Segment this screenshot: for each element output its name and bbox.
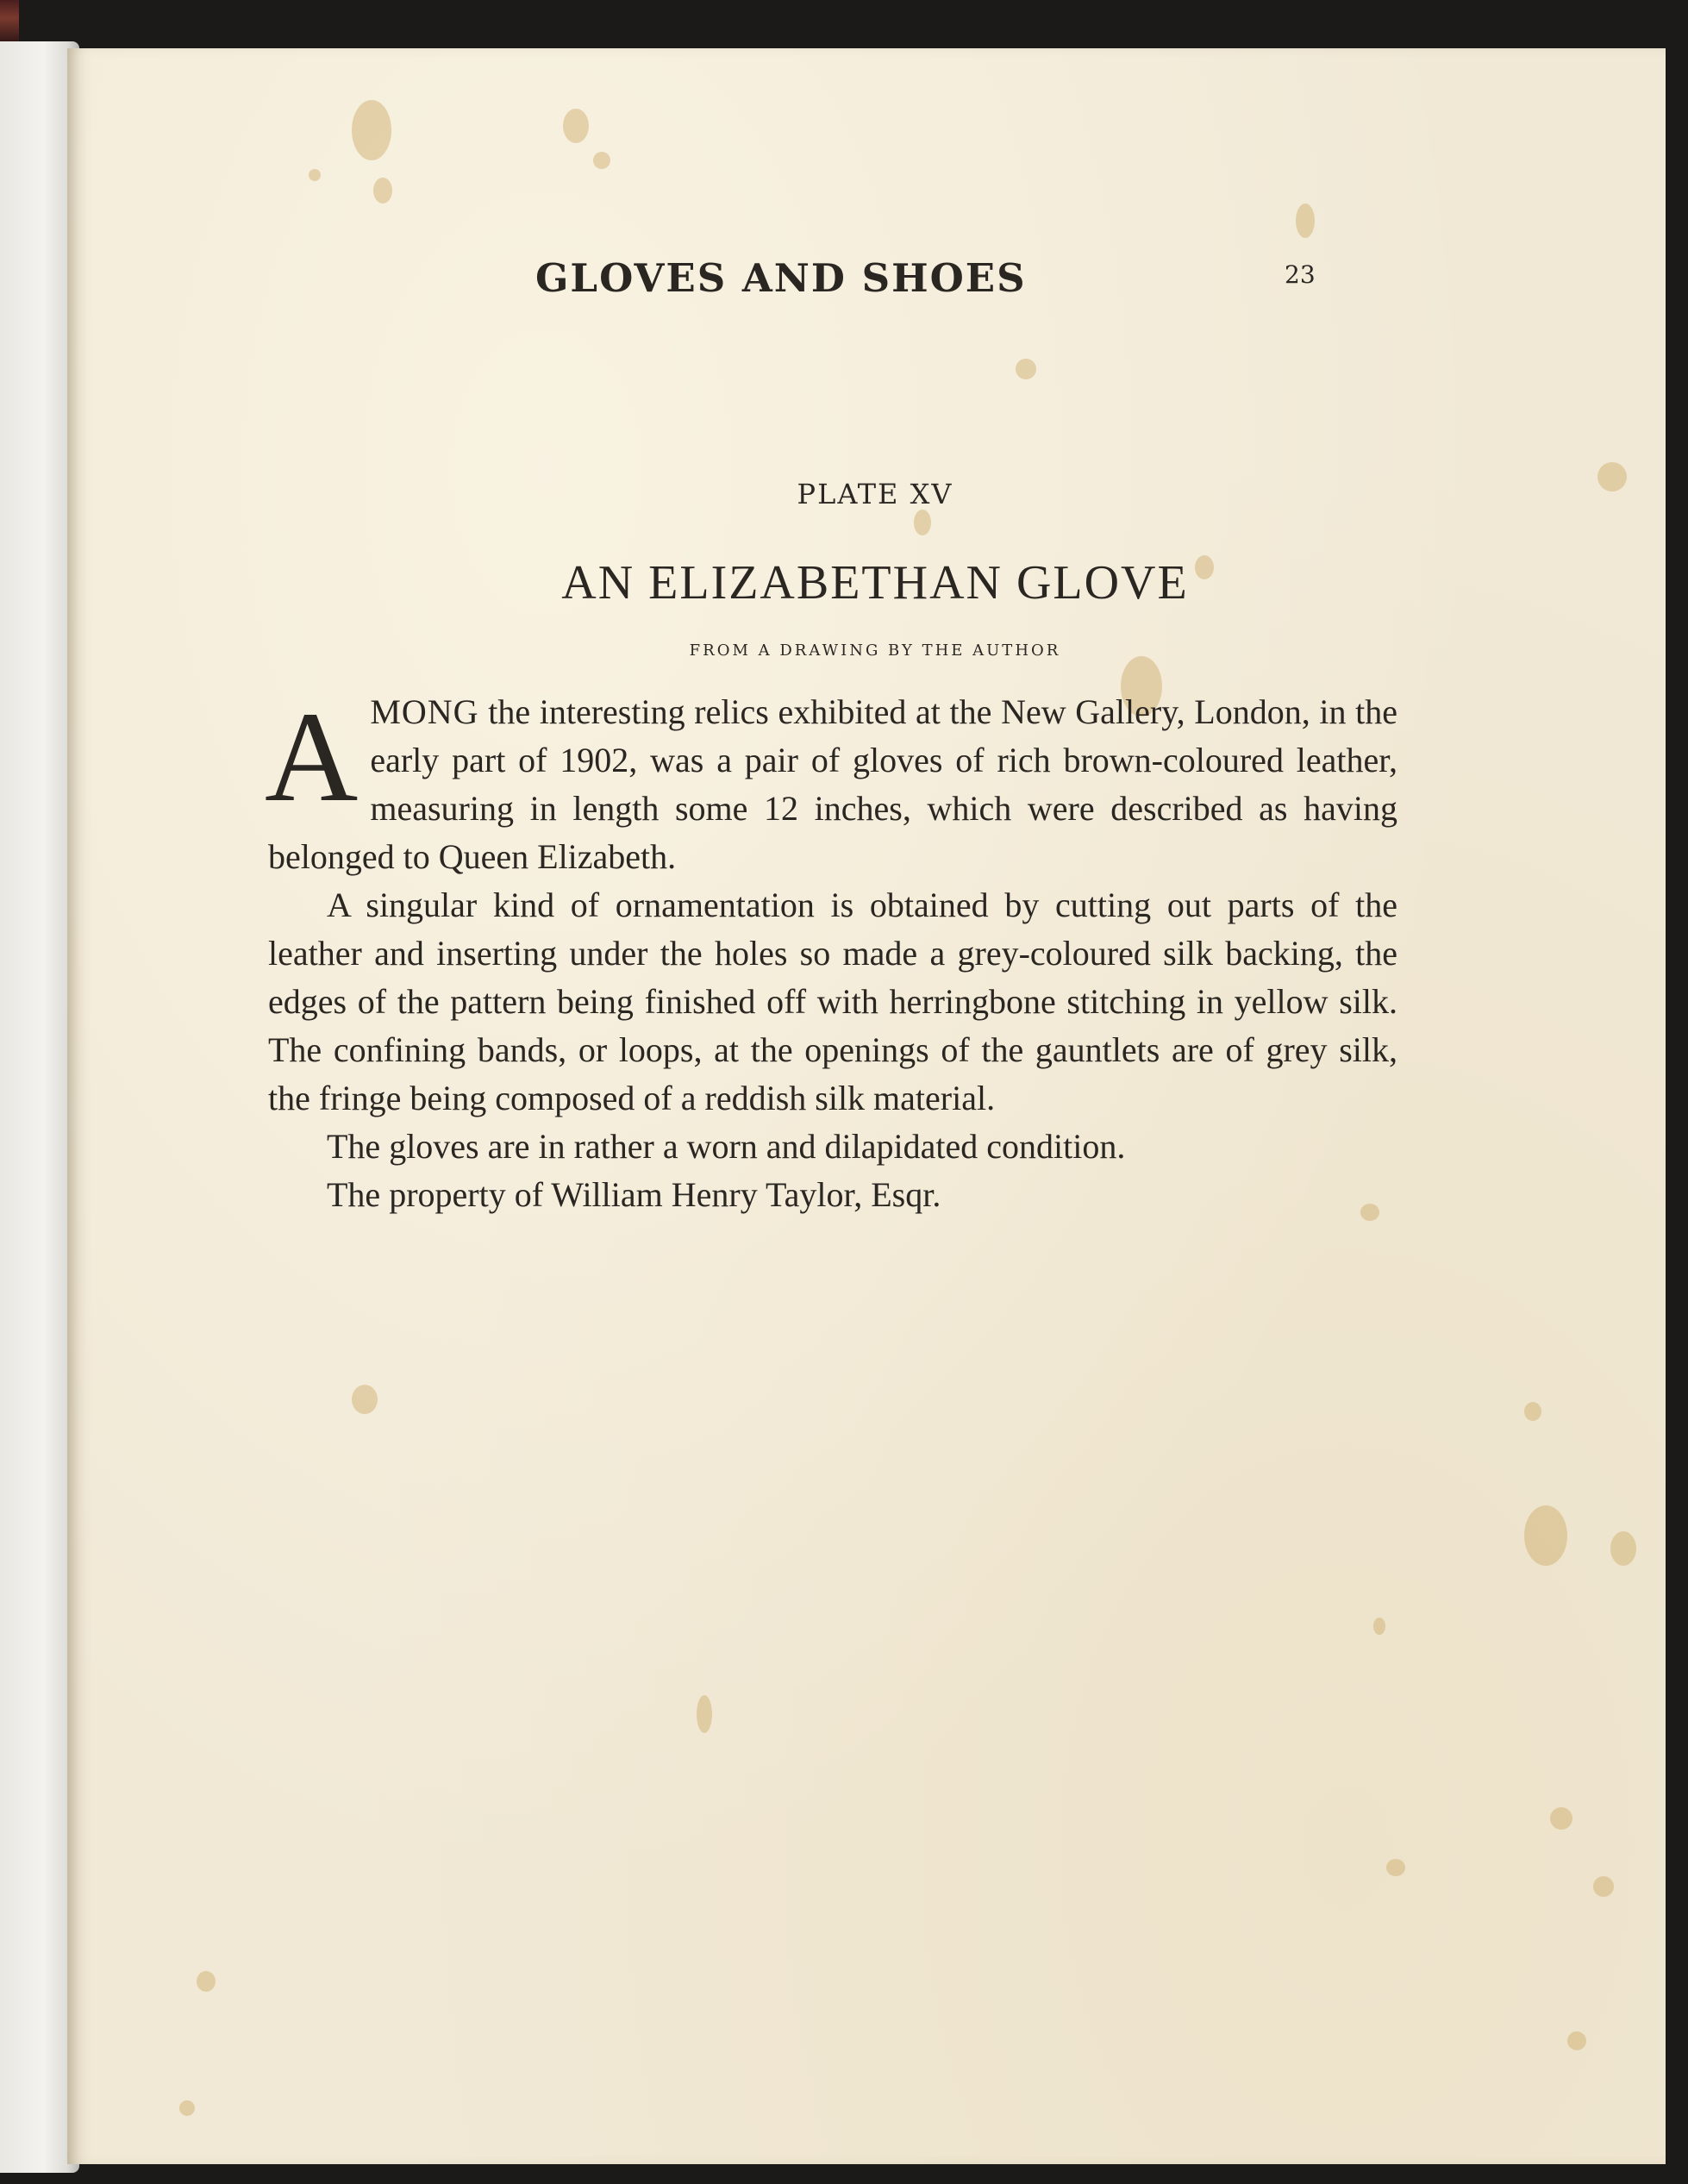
plate-title: AN ELIZABETHAN GLOVE <box>561 556 1189 610</box>
binding-thread <box>0 0 19 45</box>
foxing-spot <box>309 169 321 181</box>
plate-label: PLATE XV <box>797 478 953 510</box>
foxing-spot <box>352 100 391 160</box>
paragraph-3: The gloves are in rather a worn and dilapidated condition. <box>327 1127 1126 1166</box>
foxing-spot <box>373 178 392 203</box>
foxing-spot <box>1373 1618 1385 1635</box>
foxing-spot <box>352 1385 378 1414</box>
body-text <box>265 685 1397 1219</box>
foxing-spot <box>1524 1505 1567 1566</box>
running-head: GLOVES AND SHOES <box>535 255 1027 301</box>
lead-caps: MONG <box>370 692 479 731</box>
page-number: 23 <box>1285 260 1316 289</box>
plate-credit: FROM A DRAWING BY THE AUTHOR <box>689 641 1061 660</box>
paragraph-4: The property of William Henry Taylor, Esqr. <box>327 1175 941 1214</box>
paragraph-2: A singular kind of ornamentation is obtained by cutting out parts of the leather and inserting under the holes so made a grey-coloured silk backing, the edges of the pattern being finished off with herringbone stitching in yellow silk. The confining bands, or loops, at the openings of the gauntlets are of grey silk, the fringe being composed of a reddish silk material. <box>268 885 1397 1117</box>
foxing-spot <box>1524 1402 1541 1421</box>
foxing-spot <box>563 109 589 143</box>
drop-cap: A <box>265 685 359 829</box>
foxing-spot <box>593 152 610 169</box>
foxing-spot <box>1296 203 1315 238</box>
foxing-spot <box>914 510 931 535</box>
book-page <box>67 48 1666 2164</box>
foxing-spot <box>1550 1807 1572 1830</box>
foxing-spot <box>1593 1876 1614 1897</box>
foxing-spot <box>179 2100 195 2116</box>
foxing-spot <box>697 1695 712 1733</box>
paragraph-1 <box>265 685 1397 881</box>
foxing-spot <box>1567 2031 1586 2050</box>
foxing-spot <box>197 1971 216 1992</box>
foxing-spot <box>1610 1531 1636 1566</box>
paragraph-1-text: the interesting relics exhibited at the New Gallery, London, in the early part of 1902, was a pair of gloves of rich brown-coloured leather, measuring in length some 12 inches, which were described as having belonged to Queen Elizabeth. <box>268 692 1397 876</box>
foxing-spot <box>1016 359 1036 379</box>
foxing-spot <box>1386 1859 1405 1876</box>
